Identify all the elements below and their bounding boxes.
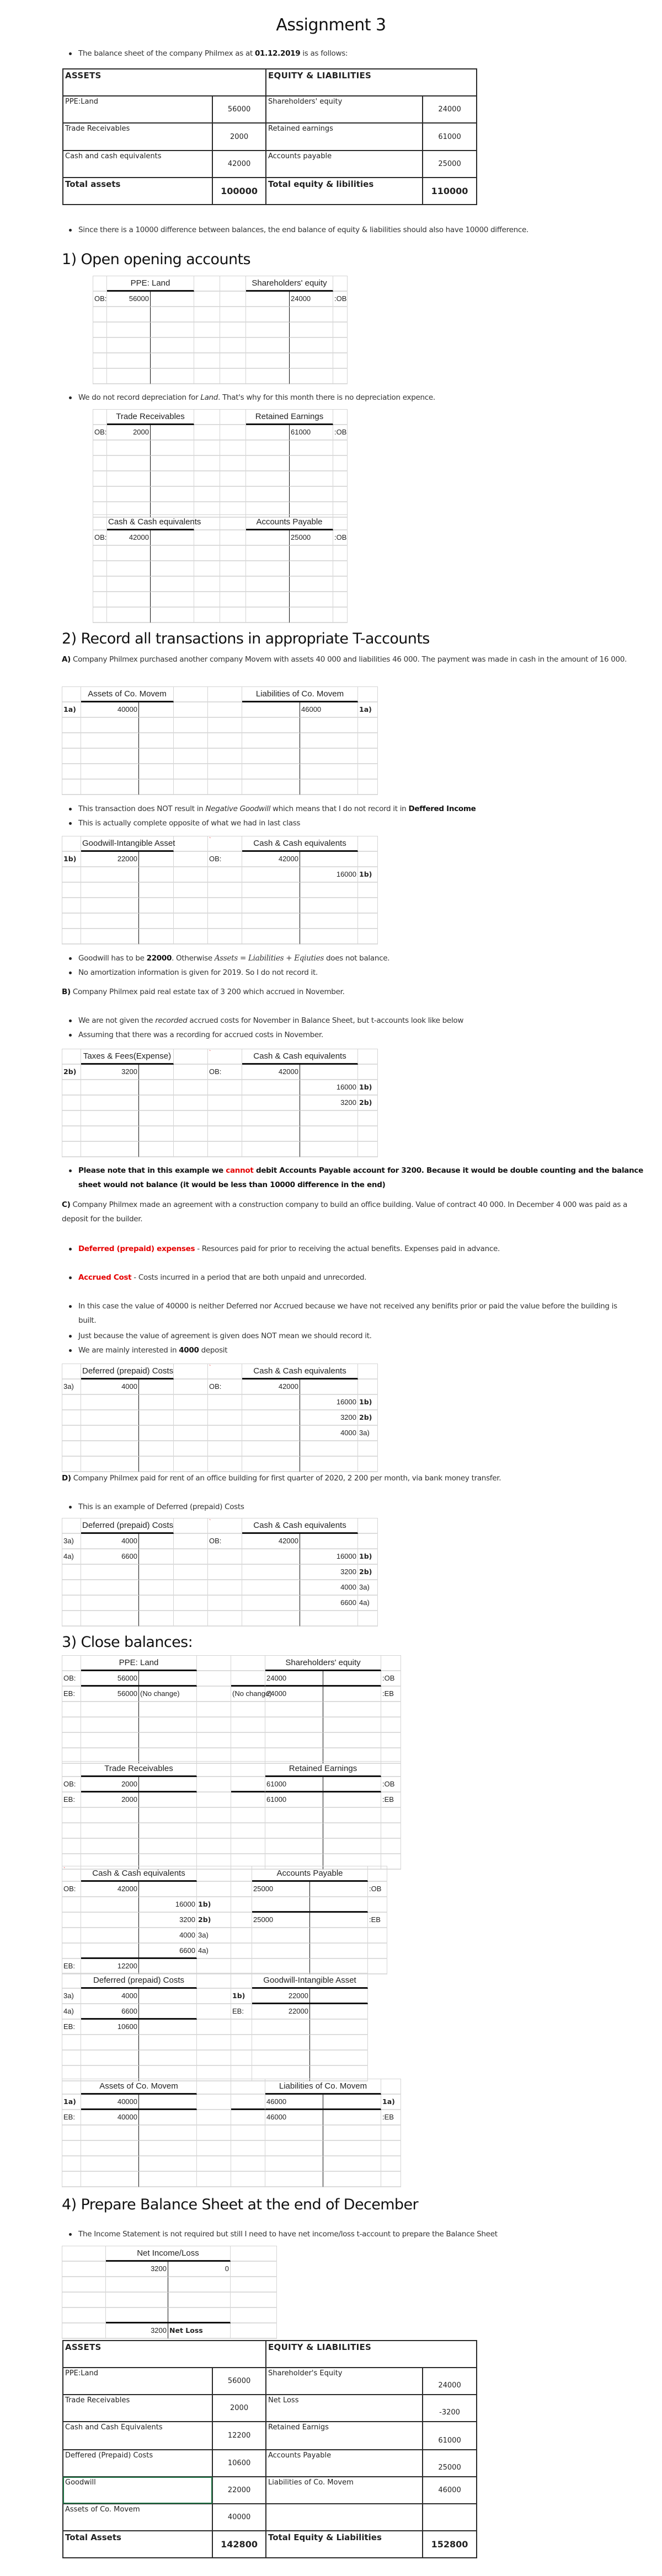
t-account-title: PPE: Land bbox=[107, 276, 194, 292]
t-account-title: Goodwill-Intangible Asset bbox=[252, 1973, 368, 1989]
t-account-pair-deferred-cash bbox=[62, 1364, 378, 1472]
debit-value: 22000 bbox=[81, 852, 139, 867]
total-assets-label: Total assets bbox=[63, 178, 212, 205]
assumption-note: Assuming that there was a recording for accrued costs in November. bbox=[66, 1028, 323, 1042]
eb-label: :EB bbox=[368, 1913, 387, 1928]
ob-label: :OB bbox=[333, 292, 348, 307]
transaction-ref: 1a) bbox=[62, 2095, 81, 2110]
asset-value: 40000 bbox=[212, 2504, 266, 2531]
equity-label bbox=[266, 2504, 423, 2531]
eb-label: EB: bbox=[62, 2020, 81, 2035]
asset-label: Assets of Co. Movem bbox=[63, 2504, 212, 2531]
no-change-note: (No change) bbox=[139, 1687, 197, 1702]
asset-label: PPE:Land bbox=[63, 96, 212, 123]
total-assets-value: 142800 bbox=[212, 2531, 266, 2558]
transaction-ref: 1b) bbox=[358, 1080, 378, 1096]
equity-value: 24000 bbox=[423, 96, 477, 123]
t-account-title: Cash & Cash equivalents bbox=[107, 515, 194, 530]
t-account-pair-taxes-cash bbox=[62, 1049, 378, 1157]
ob-label: OB: bbox=[208, 852, 242, 867]
t-account-title: Trade Receivables bbox=[107, 410, 194, 425]
deposit-note: We are mainly interested in 4000 deposit bbox=[66, 1343, 227, 1357]
ob-label: OB: bbox=[93, 530, 107, 546]
t-account-pair-deferred-cash-2 bbox=[62, 1518, 378, 1627]
ob-label: OB: bbox=[93, 292, 107, 307]
asset-label: PPE:Land bbox=[63, 2368, 212, 2395]
debit-value: 40000 bbox=[81, 2095, 139, 2110]
transaction-b-text: B) Company Philmex paid real estate tax of 3 200 which accrued in November. bbox=[62, 988, 345, 996]
intro-bullet: The balance sheet of the company Philmex as at 01.12.2019 is as follows: bbox=[66, 46, 348, 61]
t-account-pair-cash-payable bbox=[93, 514, 348, 623]
transaction-ref: 4a) bbox=[197, 1944, 231, 1959]
t-account-title: Deferred (prepaid) Costs bbox=[81, 1973, 197, 1989]
transaction-ref: 4a) bbox=[62, 1549, 81, 1565]
transaction-d-text: D) Company Philmex paid for rent of an office building for first quarter of 2020, 2 200 per month, via bank money transfer. bbox=[62, 1474, 501, 1483]
asset-label: Cash and cash equivalents bbox=[63, 151, 212, 178]
debit-value: 6600 bbox=[81, 1549, 139, 1565]
transaction-ref: 2b) bbox=[358, 1565, 378, 1580]
t-account-title: Cash & Cash equivalents bbox=[242, 1049, 358, 1065]
eb-value: 22000 bbox=[252, 2004, 310, 2020]
red-mark-icon: ` bbox=[209, 1365, 211, 1371]
transaction-ref: 1b) bbox=[231, 1989, 252, 2004]
credit-value: 3200 bbox=[300, 1096, 358, 1111]
t-account-title: Retained Earnings bbox=[265, 1762, 381, 1777]
eb-label: :EB bbox=[381, 1793, 401, 1808]
equity-value: 25000 bbox=[423, 2450, 477, 2477]
transaction-ref: 4a) bbox=[358, 1596, 378, 1611]
equity-header: EQUITY & LIABILITIES bbox=[266, 69, 477, 96]
assets-header: ASSETS bbox=[63, 69, 266, 96]
eb-label: EB: bbox=[62, 2110, 81, 2126]
negative-goodwill-note: This transaction does NOT result in Negative Goodwill which means that I do not record it in Deffered Income bbox=[66, 802, 476, 816]
transaction-ref: 2b) bbox=[62, 1065, 81, 1080]
net-loss-label: Net Loss bbox=[168, 2323, 231, 2339]
credit-value: 3200 bbox=[300, 1565, 358, 1580]
t-account-title: Goodwill-Intangible Asset bbox=[81, 836, 174, 852]
closing-movem bbox=[62, 2079, 401, 2187]
debit-value: 4000 bbox=[81, 1989, 139, 2004]
t-account-title: Assets of Co. Movem bbox=[81, 687, 174, 702]
transaction-ref: 1b) bbox=[358, 867, 378, 883]
t-account-title: Accounts Payable bbox=[246, 515, 333, 530]
red-mark-icon: ` bbox=[209, 1519, 211, 1525]
transaction-ref: 3a) bbox=[62, 1380, 81, 1395]
ob-label: OB: bbox=[208, 1380, 242, 1395]
ob-label: OB: bbox=[208, 1534, 242, 1549]
ob-label: :OB bbox=[381, 1671, 401, 1687]
total-equity-value: 152800 bbox=[423, 2531, 477, 2558]
section4-heading: 4) Prepare Balance Sheet at the end of December bbox=[62, 2196, 418, 2213]
t-account-title: Deferred (prepaid) Costs bbox=[81, 1364, 174, 1380]
transaction-ref: 1a) bbox=[358, 702, 378, 718]
net-income-loss-t-account bbox=[62, 2246, 277, 2339]
accrued-definition: Accrued Cost - Costs incurred in a period that are both unpaid and unrecorded. bbox=[66, 1270, 366, 1285]
credit-value: 46000 bbox=[300, 702, 358, 718]
credit-value: 25000 bbox=[252, 1882, 310, 1897]
asset-value: 42000 bbox=[212, 151, 266, 178]
credit-value: 3200 bbox=[139, 1913, 197, 1928]
asset-value: 10600 bbox=[212, 2450, 266, 2477]
asset-value: 56000 bbox=[212, 2368, 266, 2395]
debit-value: 42000 bbox=[242, 1065, 300, 1080]
total-equity-label: Total Equity & Liabilities bbox=[266, 2531, 423, 2558]
ob-label: :OB bbox=[368, 1882, 387, 1897]
closing-balance-sheet bbox=[62, 2340, 477, 2558]
debit-value: 42000 bbox=[242, 852, 300, 867]
credit-value: 6600 bbox=[139, 1944, 197, 1959]
eb-value: 25000 bbox=[252, 1913, 310, 1928]
asset-label: Cash and Cash Equivalents bbox=[63, 2422, 212, 2450]
closing-receivables-retained bbox=[62, 1761, 401, 1870]
transaction-c-text: C) Company Philmex made an agreement with a construction company to build an office building. Value of contract 40 000. In December 4 000 was paid as a deposit for the builder. bbox=[62, 1200, 628, 1223]
eb-value: 12200 bbox=[81, 1959, 139, 1974]
total-equity-value: 110000 bbox=[423, 178, 477, 205]
credit-value: 61000 bbox=[265, 1777, 323, 1793]
transaction-ref: 2b) bbox=[358, 1096, 378, 1111]
ob-label: :OB bbox=[333, 530, 348, 546]
t-account-pair-movem bbox=[62, 686, 378, 795]
ob-label: OB: bbox=[62, 1671, 81, 1687]
t-account-title: Trade Receivables bbox=[81, 1762, 197, 1777]
transaction-ref: 3a) bbox=[197, 1928, 231, 1944]
credit-value: 6600 bbox=[300, 1596, 358, 1611]
equity-label: Retained earnings bbox=[266, 123, 423, 151]
eb-value: 24000 bbox=[265, 1687, 323, 1702]
credit-value: 16000 bbox=[300, 867, 358, 883]
transaction-ref: 2b) bbox=[197, 1913, 231, 1928]
equity-label: Shareholder's Equity bbox=[266, 2368, 423, 2395]
section3-heading: 3) Close balances: bbox=[62, 1634, 193, 1651]
red-mark-icon: ` bbox=[63, 1867, 66, 1873]
transaction-ref: 1a) bbox=[62, 702, 81, 718]
eb-label: :EB bbox=[381, 2110, 401, 2126]
t-account-title: PPE: Land bbox=[81, 1656, 197, 1671]
credit-value: 16000 bbox=[300, 1395, 358, 1410]
asset-label: Trade Receivables bbox=[63, 2395, 212, 2422]
transaction-ref: 1a) bbox=[381, 2095, 401, 2110]
credit-value: 16000 bbox=[300, 1080, 358, 1096]
equity-value: 61000 bbox=[423, 2422, 477, 2450]
debit-value: 56000 bbox=[81, 1671, 139, 1687]
debit-value: 4000 bbox=[81, 1380, 139, 1395]
debit-value: 40000 bbox=[81, 702, 139, 718]
t-account-title: Assets of Co. Movem bbox=[81, 2079, 197, 2095]
equity-label: Shareholders' equity bbox=[266, 96, 423, 123]
debit-value: 2000 bbox=[107, 425, 151, 441]
equity-value: 61000 bbox=[423, 123, 477, 151]
equity-header: EQUITY & LIABILITIES bbox=[266, 2341, 477, 2368]
asset-value: 56000 bbox=[212, 96, 266, 123]
eb-label: EB: bbox=[231, 2004, 252, 2020]
transaction-ref: 1b) bbox=[62, 852, 81, 867]
red-mark-icon: ` bbox=[209, 837, 211, 843]
transaction-ref: 1b) bbox=[358, 1395, 378, 1410]
eb-value: 40000 bbox=[81, 2110, 139, 2126]
asset-value: 22000 bbox=[212, 2477, 266, 2504]
net-loss-value: 3200 bbox=[106, 2323, 168, 2339]
credit-value: 4000 bbox=[139, 1928, 197, 1944]
eb-label: EB: bbox=[62, 1793, 81, 1808]
section1-heading: 1) Open opening accounts bbox=[62, 251, 250, 268]
transaction-ref: 4a) bbox=[62, 2004, 81, 2020]
eb-label: EB: bbox=[62, 1687, 81, 1702]
t-account-title: Shareholders' equity bbox=[265, 1656, 381, 1671]
t-account-title: Cash & Cash equivalents bbox=[242, 1518, 358, 1534]
debit-value: 2000 bbox=[81, 1777, 139, 1793]
equity-label: Retained Earnigs bbox=[266, 2422, 423, 2450]
land-depreciation-note: We do not record depreciation for Land. That's why for this month there is no depreciation expence. bbox=[66, 390, 435, 405]
asset-label: Deffered (Prepaid) Costs bbox=[63, 2450, 212, 2477]
credit-value: 4000 bbox=[300, 1580, 358, 1596]
credit-value: 46000 bbox=[265, 2095, 323, 2110]
ob-label: :OB bbox=[333, 425, 348, 441]
page-title: Assignment 3 bbox=[276, 15, 386, 35]
equity-value: 24000 bbox=[423, 2368, 477, 2395]
agreement-note: Just because the value of agreement is given does NOT mean we should record it. bbox=[66, 1329, 372, 1343]
eb-label: :EB bbox=[381, 1687, 401, 1702]
ob-label: OB: bbox=[62, 1777, 81, 1793]
asset-value: 2000 bbox=[212, 2395, 266, 2422]
credit-value: 24000 bbox=[265, 1671, 323, 1687]
eb-value: 61000 bbox=[265, 1793, 323, 1808]
transaction-ref: 3a) bbox=[358, 1426, 378, 1441]
debit-value: 42000 bbox=[242, 1380, 300, 1395]
credit-value: 25000 bbox=[290, 530, 333, 546]
transaction-a-text: A) Company Philmex purchased another company Movem with assets 40 000 and liabilities 46 000. The payment was made in cash in the amount of 16 000. bbox=[62, 655, 627, 664]
closing-deferred-goodwill bbox=[62, 1973, 368, 2081]
t-account-title: Liabilities of Co. Movem bbox=[265, 2079, 381, 2095]
equity-value: -3200 bbox=[423, 2395, 477, 2422]
equity-value bbox=[423, 2504, 477, 2531]
deferred-example-note: This is an example of Deferred (prepaid) Costs bbox=[66, 1500, 244, 1514]
goodwill-note: Goodwill has to be 22000. Otherwise Assets = Liabilities + Eqiuties does not balance. bbox=[66, 951, 389, 965]
eb-value: 10600 bbox=[81, 2020, 139, 2035]
credit-value: 16000 bbox=[300, 1549, 358, 1565]
asset-label-selected-cell[interactable]: Goodwill bbox=[63, 2477, 212, 2504]
ob-label: :OB bbox=[381, 1777, 401, 1793]
t-account-title: Deferred (prepaid) Costs bbox=[81, 1518, 174, 1534]
transaction-ref: 3a) bbox=[358, 1580, 378, 1596]
neither-note: In this case the value of 40000 is neither Deferred nor Accrued because we have not received any benifits prior or paid the value before the building is built. bbox=[66, 1299, 629, 1328]
eb-value: 46000 bbox=[265, 2110, 323, 2126]
t-account-pair-goodwill-cash bbox=[62, 836, 378, 944]
deferred-definition: Deferred (prepaid) expenses - Resources paid for prior to receiving the actual benefits. Expenses paid in advance. bbox=[66, 1242, 500, 1256]
amortization-note: No amortization information is given for 2019. So I do not record it. bbox=[66, 965, 318, 980]
asset-value: 2000 bbox=[212, 123, 266, 151]
opening-balance-sheet bbox=[62, 68, 477, 205]
closing-land-equity bbox=[62, 1655, 401, 1764]
credit-value: 16000 bbox=[139, 1897, 197, 1913]
eb-value: 56000 bbox=[81, 1687, 139, 1702]
debit-value: 4000 bbox=[81, 1534, 139, 1549]
t-account-title: Cash & Cash equivalents bbox=[242, 836, 358, 852]
t-account-title: Cash & Cash equivalents bbox=[81, 1866, 197, 1882]
t-account-pair-land-equity bbox=[93, 276, 348, 384]
ob-label: OB: bbox=[208, 1065, 242, 1080]
section2-heading: 2) Record all transactions in appropriate T-accounts bbox=[62, 630, 430, 647]
eb-value: 2000 bbox=[81, 1793, 139, 1808]
ob-label: OB: bbox=[93, 425, 107, 441]
equity-label: Liabilities of Co. Movem bbox=[266, 2477, 423, 2504]
debit-value: 3200 bbox=[81, 1065, 139, 1080]
accrued-note: We are not given the recorded accrued costs for November in Balance Sheet, but t-accounts look like below bbox=[66, 1013, 463, 1028]
difference-note: Since there is a 10000 difference between balances, the end balance of equity & liabilities should also have 10000 difference. bbox=[66, 223, 528, 237]
income-statement-note: The Income Statement is not required but still I need to have net income/loss t-account to prepare the Balance Sheet bbox=[66, 2227, 498, 2241]
t-account-title: Accounts Payable bbox=[252, 1866, 368, 1882]
total-assets-value: 100000 bbox=[212, 178, 266, 205]
total-equity-label: Total equity & libilities bbox=[266, 178, 423, 205]
t-account-title: Retained Earnings bbox=[246, 410, 333, 425]
t-account-title: Shareholders' equity bbox=[246, 276, 333, 292]
t-account-title: Cash & Cash equivalents bbox=[242, 1364, 358, 1380]
equity-value: 25000 bbox=[423, 151, 477, 178]
credit-value: 0 bbox=[168, 2262, 231, 2277]
transaction-ref: 3a) bbox=[62, 1989, 81, 2004]
asset-label: Trade Receivables bbox=[63, 123, 212, 151]
ob-label: OB: bbox=[62, 1882, 81, 1897]
debit-value: 42000 bbox=[81, 1882, 139, 1897]
transaction-ref: 2b) bbox=[358, 1410, 378, 1426]
transaction-ref: 3a) bbox=[62, 1534, 81, 1549]
t-account-title: Taxes & Fees(Expense) bbox=[81, 1049, 174, 1065]
credit-value: 3200 bbox=[300, 1410, 358, 1426]
debit-value: 56000 bbox=[107, 292, 151, 307]
t-account-pair-receivables-retained bbox=[93, 409, 348, 518]
transaction-ref: 1b) bbox=[197, 1897, 231, 1913]
debit-value: 6600 bbox=[81, 2004, 139, 2020]
no-change-note: (No change) bbox=[231, 1687, 265, 1702]
debit-value: 22000 bbox=[252, 1989, 310, 2004]
equity-label: Accounts Payable bbox=[266, 2450, 423, 2477]
transaction-ref: 1b) bbox=[358, 1549, 378, 1565]
t-account-title: Net Income/Loss bbox=[106, 2246, 231, 2262]
equity-value: 46000 bbox=[423, 2477, 477, 2504]
eb-label: EB: bbox=[62, 1959, 81, 1974]
opposite-note: This is actually complete opposite of what we had in last class bbox=[66, 816, 300, 830]
red-mark-icon: ` bbox=[209, 1050, 211, 1056]
t-account-title: Liabilities of Co. Movem bbox=[242, 687, 358, 702]
assets-header: ASSETS bbox=[63, 2341, 266, 2368]
asset-value: 12200 bbox=[212, 2422, 266, 2450]
closing-cash-payable bbox=[62, 1866, 387, 1974]
debit-value: 42000 bbox=[107, 530, 151, 546]
equity-label: Accounts payable bbox=[266, 151, 423, 178]
credit-value: 24000 bbox=[290, 292, 333, 307]
double-counting-warning: Please note that in this example we cannot debit Accounts Payable account for 3200. Because it would be double counting and the balance sheet would not balance (it would be less than 10000 difference in the end) bbox=[66, 1163, 651, 1192]
debit-value: 3200 bbox=[106, 2262, 168, 2277]
equity-label: Net Loss bbox=[266, 2395, 423, 2422]
debit-value: 42000 bbox=[242, 1534, 300, 1549]
total-assets-label: Total Assets bbox=[63, 2531, 212, 2558]
credit-value: 61000 bbox=[290, 425, 333, 441]
credit-value: 4000 bbox=[300, 1426, 358, 1441]
